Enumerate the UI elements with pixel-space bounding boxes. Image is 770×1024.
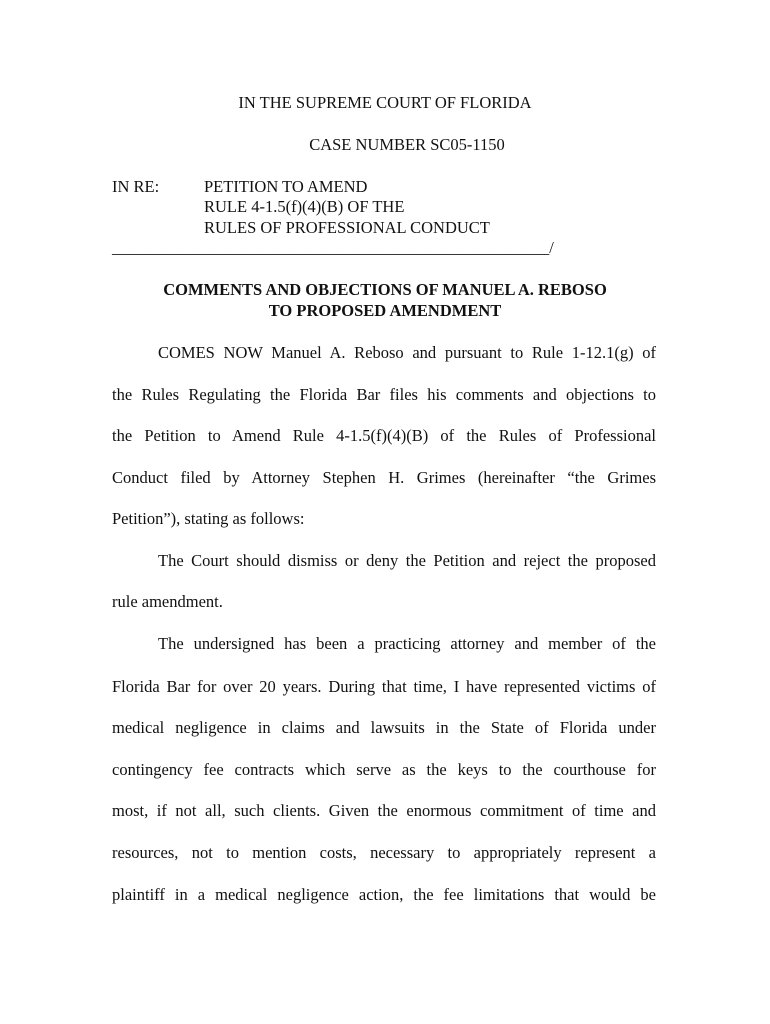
paragraph-1-line-3: the Petition to Amend Rule 4-1.5(f)(4)(B) of the Rules of Professional bbox=[112, 426, 656, 445]
document-title-line-1: COMMENTS AND OBJECTIONS OF MANUEL A. REBOSO bbox=[163, 280, 607, 299]
caption-line-3: RULES OF PROFESSIONAL CONDUCT bbox=[204, 218, 490, 237]
paragraph-3-line-5: most, if not all, such clients. Given the enormous commitment of time and bbox=[112, 801, 656, 820]
paragraph-3-line-2: Florida Bar for over 20 years. During that time, I have represented victims of bbox=[112, 677, 656, 696]
court-heading: IN THE SUPREME COURT OF FLORIDA bbox=[238, 93, 532, 112]
document-title-line-2: TO PROPOSED AMENDMENT bbox=[268, 301, 502, 320]
in-re-label: IN RE: bbox=[112, 177, 160, 196]
case-number: CASE NUMBER SC05-1150 bbox=[309, 135, 505, 154]
paragraph-3-line-4: contingency fee contracts which serve as the keys to the courthouse for bbox=[112, 760, 656, 779]
caption-separator: _____________________________________________________/ bbox=[112, 238, 554, 257]
paragraph-2-line-1: The Court should dismiss or deny the Petition and reject the proposed bbox=[158, 551, 656, 570]
caption-line-2: RULE 4-1.5(f)(4)(B) OF THE bbox=[204, 197, 405, 216]
paragraph-3-line-1: The undersigned has been a practicing attorney and member of the bbox=[158, 634, 656, 653]
paragraph-3-line-6: resources, not to mention costs, necessary to appropriately represent a bbox=[112, 843, 656, 862]
paragraph-1-line-5: Petition”), stating as follows: bbox=[112, 509, 305, 528]
paragraph-2-line-2: rule amendment. bbox=[112, 592, 223, 611]
paragraph-1-line-1: COMES NOW Manuel A. Reboso and pursuant to Rule 1-12.1(g) of bbox=[158, 343, 656, 362]
paragraph-3-line-7: plaintiff in a medical negligence action, the fee limitations that would be bbox=[112, 885, 656, 904]
paragraph-1-line-4: Conduct filed by Attorney Stephen H. Grimes (hereinafter “the Grimes bbox=[112, 468, 656, 487]
paragraph-3-line-3: medical negligence in claims and lawsuits in the State of Florida under bbox=[112, 718, 656, 737]
caption-line-1: PETITION TO AMEND bbox=[204, 177, 368, 196]
paragraph-1-line-2: the Rules Regulating the Florida Bar files his comments and objections to bbox=[112, 385, 656, 404]
